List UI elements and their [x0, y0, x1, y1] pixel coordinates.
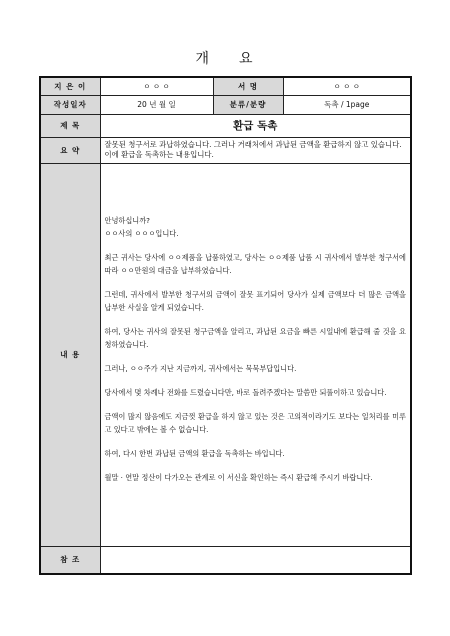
reference-row [40, 546, 411, 574]
content-paragraph: 당사에서 몇 차례나 전화를 드렸습니다만, 바로 돌려주겠다는 말씀만 되풀이하고 있습니다. [104, 388, 387, 397]
content-paragraph: 그런데, 귀사에서 발부한 청구서의 금액이 잘못 표기되어 당사가 실제 금액보다 더 많은 금액을 납부한 사실을 알게 되었습니다. [104, 290, 406, 312]
content-paragraph: 안녕하십니까? ㅇㅇ사의 ㅇㅇㅇ입니다. [104, 216, 179, 238]
signature-value[interactable]: ㅇ ㅇ ㅇ [283, 77, 411, 95]
author-row [40, 77, 411, 95]
author-value[interactable]: ㅇ ㅇ ㅇ [100, 77, 213, 95]
summary-value[interactable]: 잘못된 청구서로 과납하였습니다. 그러나 거래처에서 과납된 금액을 환급하지 않고 있습니다. 이에 환급을 독촉하는 내용입니다. [100, 137, 411, 163]
content-paragraph: 최근 귀사는 당사에 ㅇㅇ제품을 납품하였고, 당사는 ㅇㅇ제품 납품 시 귀사에서 발부한 청구서에 따라 ㅇㅇ만원의 대금을 납부하였습니다. [104, 253, 406, 275]
signature-label: 서 명 [213, 77, 283, 95]
date-row [40, 95, 411, 114]
content-paragraph: 그러나, ㅇㅇ주가 지난 지금까지, 귀사에서는 묵묵부답입니다. [104, 364, 297, 373]
reference-label: 참 조 [40, 546, 100, 574]
content-row [40, 163, 411, 546]
category-value[interactable]: 독촉 / 1page [283, 95, 411, 114]
content-body[interactable] [100, 163, 411, 546]
subject-value[interactable]: 환급 독촉 [100, 114, 411, 137]
reference-value[interactable] [100, 546, 411, 574]
content-paragraph: 하여, 당사는 귀사의 잘못된 청구금액을 알리고, 과납된 요금을 빠른 시일내에 환급해 줄 것을 요청하였습니다. [104, 327, 406, 349]
document-title-char: 요 [239, 51, 255, 67]
content-label: 내 용 [40, 163, 100, 546]
content-paragraph: 하여, 다시 한번 과납된 금액의 환급을 독촉하는 바입니다. [104, 449, 285, 458]
content-paragraph: 월말 · 연말 정산이 다가오는 관계로 이 서신을 확인하는 즉시 환급해 주시기 바랍니다. [104, 473, 373, 482]
summary-label: 요 약 [40, 137, 100, 163]
author-label: 지 은 이 [40, 77, 100, 95]
summary-row [40, 137, 411, 163]
document-title [0, 48, 450, 68]
date-label: 작성일자 [40, 95, 100, 114]
summary-form-table [39, 76, 412, 575]
date-value[interactable]: 20 년 월 일 [100, 95, 213, 114]
subject-row [40, 114, 411, 137]
subject-label: 제 목 [40, 114, 100, 137]
content-paragraph: 금액이 많지 않음에도 지금껏 환급을 하지 않고 있는 것은 고의적이라기도 보다는 일처리를 미루고 있다고 밖에는 볼 수 없습니다. [104, 412, 406, 434]
category-label: 분류/분량 [213, 95, 283, 114]
document-title-char: 개 [195, 51, 211, 67]
